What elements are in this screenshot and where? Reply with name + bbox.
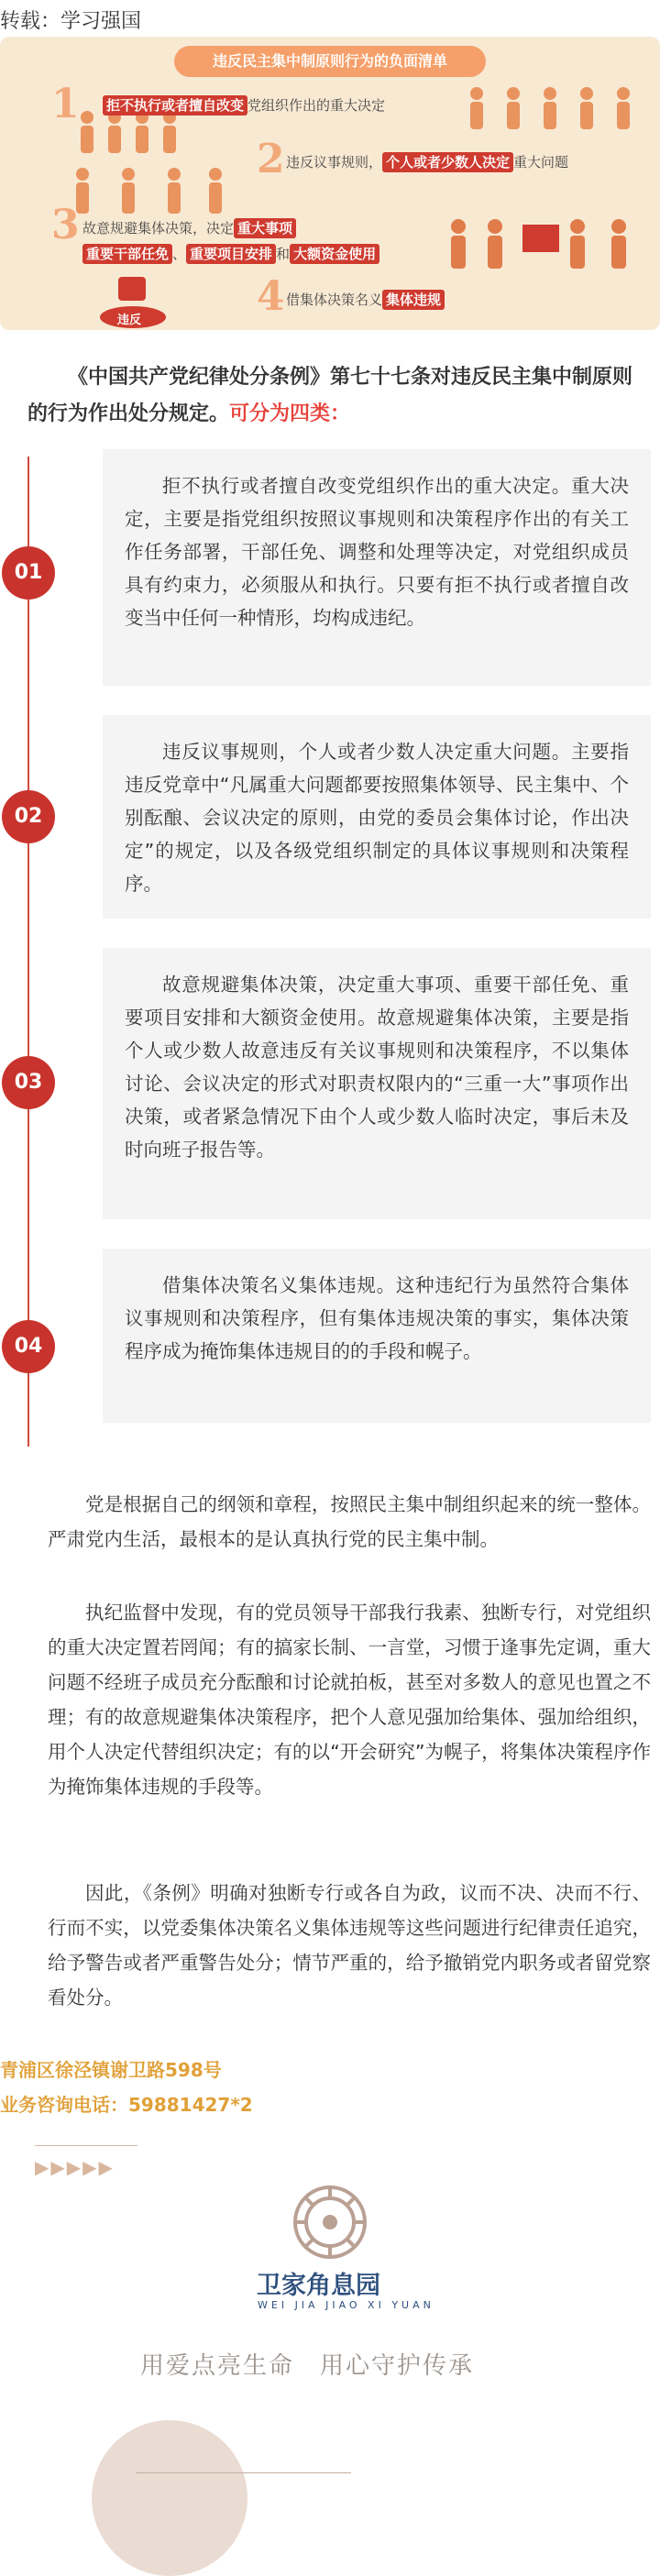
banner-item-2 xyxy=(286,152,568,171)
banner-item-3-line2 xyxy=(82,244,380,263)
banner-item-1 xyxy=(103,95,385,115)
banner-item-3-line1 xyxy=(82,218,296,237)
paragraph-3-text: 因此，《条例》明确对独断专行或各自为政，议而不决、决而不行、行而不实，以党委集体决策名义集体违规等这些问题进行纪律责任追究，给予警告或者严重警告处分；情节严重的，给予撤销党内职务或者留党察看处分。 xyxy=(48,1882,651,2009)
banner-item-1-tail: 党组织作出的重大决定 xyxy=(248,97,386,114)
banner-item-3-highlight-2: 重要干部任免 xyxy=(82,244,172,264)
paragraph-2 xyxy=(48,1595,651,1804)
category-card-3-text: 故意规避集体决策，决定重大事项、重要干部任免、重要项目安排和大额资金使用。故意规避集体决策，主要是指个人或少数人故意违反有关议事规则和决策程序，不以集体讨论、会议决定的形式对职责权限内的“三重一大”事项作出决策，或者紧急情况下由个人或少数人临时决定，事后未及时向班子报告等。 xyxy=(125,974,629,1161)
phone: 业务咨询电话：59881427*2 xyxy=(0,2094,253,2116)
timeline-line xyxy=(28,457,29,1447)
banner-item-1-highlight: 拒不执行或者擅自改变 xyxy=(103,95,248,116)
source-label: 转载：学习强国 xyxy=(0,10,142,33)
category-number-3: 03 xyxy=(2,1056,55,1109)
category-number-4: 04 xyxy=(2,1320,55,1373)
banner-item-3-highlight-3: 重要项目安排 xyxy=(186,244,276,264)
paragraph-3 xyxy=(48,1876,651,2015)
decor-line xyxy=(136,2472,351,2473)
intro-text xyxy=(28,359,632,433)
intro-main: 《中国共产党纪律处分条例》第七十七条对违反民主集中制原则的行为作出处分规定。 xyxy=(28,366,633,425)
stamp-label: 违反 xyxy=(117,314,142,327)
logo-icon xyxy=(292,2184,368,2261)
banner-item-3-sep1: 、 xyxy=(172,246,187,262)
logo-pinyin: WEI JIA JIAO XI YUAN xyxy=(258,2299,434,2311)
paragraph-2-text: 执纪监督中发现，有的党员领导干部我行我素、独断专行，对党组织的重大决定置若罔闻；有的搞家长制、一言堂，习惯于逢事先定调，重大问题不经班子成员充分酝酿和讨论就拍板，甚至对多数人的意见也置之不理；有的故意规避集体决策程序，把个人意见强加给集体、强加给组织，用个人决定代替组织决定；有的以“开会研究”为幌子，将集体决策程序作为掩饰集体违规的手段等。 xyxy=(48,1602,651,1798)
meeting-icon xyxy=(440,215,642,284)
category-card-2-text: 违反议事规则，个人或者少数人决定重大问题。主要指违反党章中“凡属重大问题都要按照集体领导、民主集中、个别酝酿、会议决定的原则，由党的委员会集体讨论，作出决定”的规定，以及各级党组织制定的具体议事规则和决策程序。 xyxy=(125,741,629,895)
category-number-1: 01 xyxy=(2,546,55,600)
banner-title: 违反民主集中制原则行为的负面清单 xyxy=(174,46,486,77)
crowd-icon-right xyxy=(458,84,642,158)
banner-item-2-pre: 违反议事规则， xyxy=(286,154,383,171)
banner-item-4-pre: 借集体决策名义 xyxy=(286,292,383,308)
category-card-4 xyxy=(103,1249,651,1423)
banner-item-1-number: 1 xyxy=(51,81,80,127)
arrows-decoration: ▶▶▶▶▶ xyxy=(35,2156,115,2178)
banner-item-3-pre: 故意规避集体决策，决定 xyxy=(82,220,235,237)
category-card-3 xyxy=(103,948,651,1219)
banner-item-2-number: 2 xyxy=(257,136,285,182)
banner-item-4 xyxy=(286,290,445,309)
banner-item-3-number: 3 xyxy=(51,202,80,248)
category-card-4-text: 借集体决策名义集体违规。这种违纪行为虽然符合集体议事规则和决策程序，但有集体违规决策的事实，集体决策程序成为掩饰集体违规目的的手段和幌子。 xyxy=(125,1274,629,1362)
banner-item-3-sep2: 和 xyxy=(276,246,291,262)
negative-list-banner xyxy=(0,37,660,330)
category-number-2: 02 xyxy=(2,790,55,843)
banner-item-2-tail: 重大问题 xyxy=(513,154,569,171)
banner-item-4-highlight: 集体违规 xyxy=(382,290,445,310)
paragraph-1 xyxy=(48,1487,651,1557)
divider-line xyxy=(35,2145,138,2146)
banner-item-2-highlight: 个人或者少数人决定 xyxy=(382,152,513,172)
banner-item-4-number: 4 xyxy=(257,273,285,320)
banner-item-3-highlight-4: 大额资金使用 xyxy=(290,244,380,264)
decor-circle xyxy=(92,2420,248,2576)
category-card-1-text: 拒不执行或者擅自改变党组织作出的重大决定。重大决定，主要是指党组织按照议事规则和决策程序作出的有关工作任务部署，干部任免、调整和处理等决定，对党组织成员具有约束力，必须服从和执行。只要有拒不执行或者擅自改变当中任何一种情形，均构成违纪。 xyxy=(125,475,629,629)
slogan: 用爱点亮生命 用心守护传承 xyxy=(140,2352,475,2380)
banner-item-3-highlight-1: 重大事项 xyxy=(234,218,296,238)
category-card-1 xyxy=(103,449,651,686)
intro-highlight: 可分为四类： xyxy=(229,402,351,425)
address: 青浦区徐泾镇谢卫路598号 xyxy=(0,2059,222,2081)
paragraph-1-text: 党是根据自己的纲领和章程，按照民主集中制组织起来的统一整体。严肃党内生活，最根本的是认真执行党的民主集中制。 xyxy=(48,1493,651,1550)
logo-name: 卫家角息园 xyxy=(257,2272,380,2300)
category-card-2 xyxy=(103,715,651,919)
